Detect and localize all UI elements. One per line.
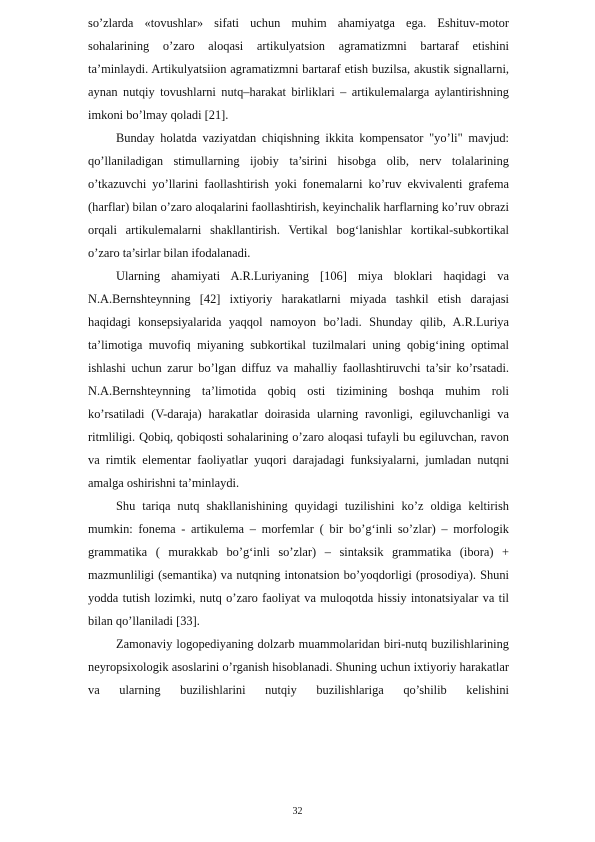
page-number: 32 (292, 806, 303, 817)
paragraph-1: so’zlarda «tovushlar» sifati uchun muhim ahamiyatga ega. Eshituv-motor sohalarining o’zaro aloqasi artikulyatsion agramatizmni bartaraf etishini ta’minlaydi. Artikulyatsiion agramatizmni bartaraf etish buzilsa, akustik signallarni, aynan nutqiy tovushlarni nutq–harakat birliklari – artikulemalarga aylantirishning imkoni bo’lmay qoladi [21]. (88, 16, 509, 122)
paragraph-5: Zamonaviy logopediyaning dolzarb muammolaridan biri-nutq buzilishlarining neyropsixologik asoslarini o’rganish hisoblanadi. Shuning uchun ixtiyoriy harakatlar va ularning buzilishlarini nutqiy buzilishlariga qo’shilib kelishini (88, 637, 509, 697)
paragraph-2: Bunday holatda vaziyatdan chiqishning ikkita kompensator "yo’li" mavjud: qo’llaniladigan stimullarning ijobiy ta’sirini hisobga olib, nerv tolalarining o’tkazuvchi yo’llarini faollashtirish yoki fonemalarni ko’ruv ekvivalenti grafema (harflar) bilan o’zaro aloqalarini faollashtirish, keyinchalik harflarning ko’ruv obrazi orqali artikulemalarni shakllantirish. Vertikal bog‘lanishlar kortikal-subkortikal o’zaro ta’sirlar bilan ifodalanadi. (88, 131, 509, 260)
paragraph-4: Shu tariqa nutq shakllanishining quyidagi tuzilishini ko’z oldiga keltirish mumkin: fonema - artikulema – morfemlar ( bir bo’g‘inli so’zlar) – morfologik grammatika ( murakkab bo’g‘inli so’zlar) – sintaksik grammatika (ibora) + mazmunliligi (semantika) va nutqning intonatsion bo’yoqdorligi (prosodiya). Shuni yodda tutish lozimki, nutq o’zaro faoliyat va muloqotda hissiy intonatsiyalar va til bilan qo’llaniladi [33]. (88, 499, 509, 628)
paragraph-3: Ularning ahamiyati A.R.Luriyaning [106] miya bloklari haqidagi va N.A.Bernshteynning [42] ixtiyoriy harakatlarni miyada tashkil etish darajasi haqidagi konsepsiyalarida yaqqol namoyon bo’ladi. Shunday qilib, A.R.Luriya ta’limotiga muvofiq miyaning subkortikal tuzilmalari uning qobig‘ining optimal ishlashi uchun zarur bo’lgan diffuz va mahalliy faollashtiruvchi ta’sir ko’rsatadi. N.A.Bernshteynning ta’limotida qobiq osti tizimining boshqa muhim roli ko’rsatiladi (V-daraja) harakatlar doirasida ularning ravonligi, egiluvchanligi va ritmliligi. Qobiq, qobiqosti sohalarining o’zaro aloqasi tufayli bu egiluvchan, ravon va rimtik elementar faoliyatlar yuqori darajadagi funksiyalarni, jumladan nutqni amalga oshirishni ta’minlaydi. (88, 269, 509, 490)
body-text (88, 12, 509, 702)
